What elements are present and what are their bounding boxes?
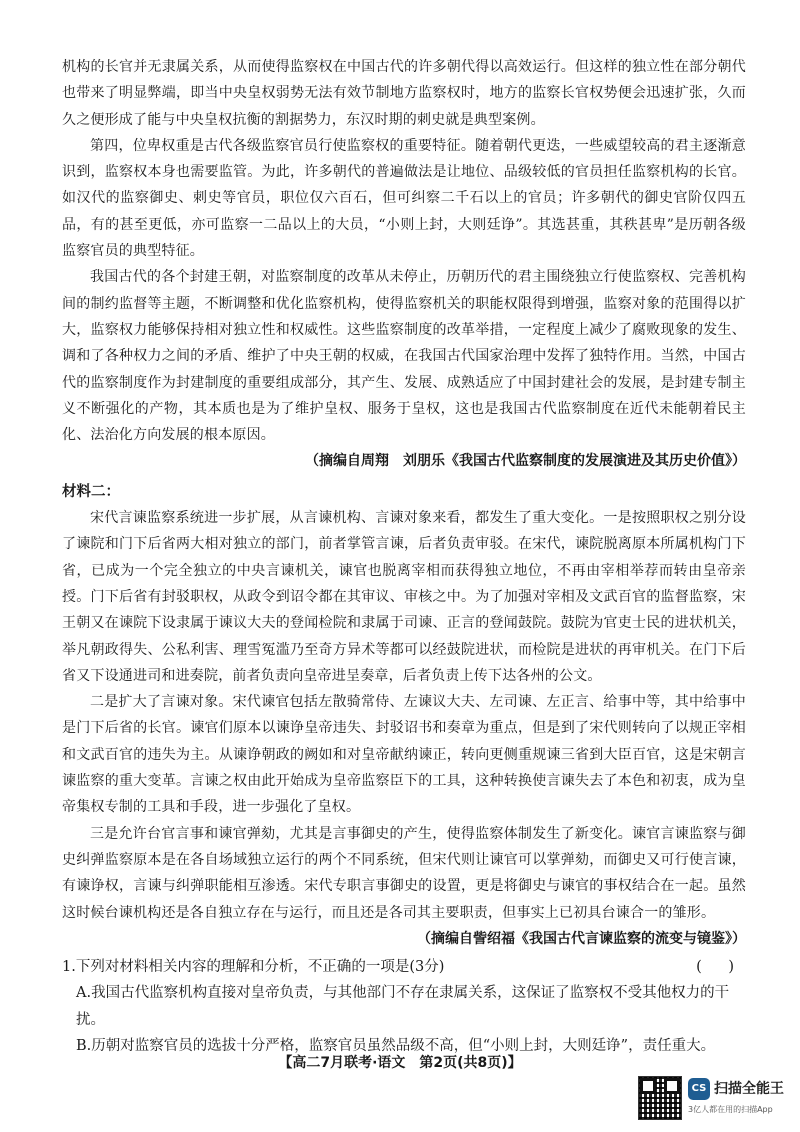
- camscanner-brand-name: 扫描全能王: [714, 1081, 784, 1097]
- material1-paragraph-continued: 机构的长官并无隶属关系，从而使得监察权在中国古代的许多朝代得以高效运行。但这样的独立性在部分朝代也带来了明显弊端，即当中央皇权弱势无法有效节制地方监察权时，地方的监察长官权势便会迅速扩张，久而久之便形成了能与中央皇权抗衡的割据势力，东汉时期的刺史就是典型案例。: [62, 59, 746, 128]
- material2-paragraph-3: 三是允许台官言事和谏官弹劾，尤其是言事御史的产生，使得监察体制发生了新变化。谏官言谏监察与御史纠弹监察原本是在各自场域独立运行的两个不同系统，但宋代则让谏官可以掌弹劾，而御史又可行使言谏，有谏诤权，言谏与纠弹职能相互渗透。宋代专职言事御史的设置，更是将御史与谏官的事权结合在一起。虽然这时候台谏机构还是各自独立存在与运行，而且还是各司其主要职责，但事实上已初具台谏合一的雏形。: [62, 825, 746, 921]
- question-1-option-b: B.历朝对监察官员的选拔十分严格，监察官员虽然品级不高，但“小则上封，大则廷诤”，责任重大。: [76, 1037, 716, 1054]
- page-footer: 【高二7月联考·语文 第2页(共8页)】: [278, 1055, 522, 1071]
- material2-heading: 材料二：: [62, 482, 120, 500]
- answer-paren: ( ): [696, 959, 740, 976]
- camscanner-logo-icon: CS: [688, 1078, 710, 1100]
- question-1-option-a: A.我国古代监察机构直接对皇帝负责，与其他部门不存在隶属关系，这保证了监察权不受其他权力的干扰。: [76, 985, 730, 1028]
- qr-code-icon: [638, 1076, 682, 1120]
- camscanner-slogan: 3亿人都在用的扫描App: [688, 1105, 773, 1114]
- material1-citation: （摘编自周翔 刘朋乐《我国古代监察制度的发展演进及其历史价值》）: [305, 453, 746, 470]
- material1-paragraph-5: 我国古代的各个封建王朝，对监察制度的改革从未停止，历朝历代的君主围绕独立行使监察权、完善机构间的制约监督等主题，不断调整和优化监察机构，使得监察机关的职能权限得到增强，监察对象的范围得以扩大，监察权力能够保持相对独立性和权威性。这些监察制度的改革举措，一定程度上减少了腐败现象的发生、调和了各种权力之间的矛盾、维护了中央王朝的权威，在我国古代国家治理中发挥了独特作用。当然，中国古代的监察制度作为封建制度的重要组成部分，其产生、发展、成熟适应了中国封建社会的发展，是封建专制主义不断强化的产物，其本质也是为了维护皇权、服务于皇权，这也是我国古代监察制度在近代未能朝着民主化、法治化方向发展的根本原因。: [62, 269, 746, 444]
- question-1-stem: [62, 954, 746, 980]
- material1-paragraph-4: 第四，位卑权重是古代各级监察官员行使监察权的重要特征。随着朝代更迭，一些威望较高的君主逐渐意识到，监察权本身也需要监管。为此，许多朝代的普遍做法是让地位、品级较低的官员担任监察机构的长官。如汉代的监察御史、刺史等官员，职位仅六百石，但可纠察二千石以上的官员；许多朝代的御史官阶仅四五品，有的甚至更低，亦可监察一二品以上的大员，“小则上封，大则廷诤”。其选甚重，其秩甚卑”是历朝各级监察官员的典型特征。: [62, 137, 746, 260]
- question-1-text: 1.下列对材料相关内容的理解和分析，不正确的一项是(3分): [62, 959, 445, 976]
- scanner-watermark: [638, 1076, 788, 1120]
- material2-paragraph-1: 宋代言谏监察系统进一步扩展，从言谏机构、言谏对象来看，都发生了重大变化。一是按照职权之别分设了谏院和门下后省两大相对独立的部门，前者掌管言谏，后者负责审驳。在宋代，谏院脱离原本所属机构门下省，已成为一个完全独立的中央言谏机关，谏官也脱离宰相而获得独立地位，不再由宰相举荐而转由皇帝亲授。门下后省有封驳职权，从政令到诏令都在其审议、审核之中。为了加强对宰相及文武百官的监督监察，宋王朝又在谏院下设隶属于谏议大夫的登闻检院和隶属于司谏、正言的登闻鼓院。鼓院为官吏士民的进状机关，举凡朝政得失、公私利害、理雪冤滥乃至奇方异术等都可以经鼓院进状，而检院是进状的再审机关。在门下后省又下设通进司和进奏院，前者负责向皇帝进呈奏章，后者负责上传下达各州的公文。: [62, 510, 746, 684]
- material2-paragraph-2: 二是扩大了言谏对象。宋代谏官包括左散骑常侍、左谏议大夫、左司谏、左正言、给事中等，其中给事中是门下后省的长官。谏官们原本以谏诤皇帝违失、封驳诏书和奏章为重点，但是到了宋代则转向了以规正宰相和文武百官的违失为主。从谏诤朝政的阙如和对皇帝献纳谏正，转向更侧重规谏三省到大臣百官，这是宋朝言谏监察的重大变革。言谏之权由此开始成为皇帝监察臣下的工具，这种转换使言谏失去了本色和初衷，成为皇帝集权专制的工具和手段，进一步强化了皇权。: [62, 694, 746, 816]
- document-page: [62, 54, 746, 1059]
- material2-citation: （摘编自訾绍福《我国古代言谏监察的流变与镜鉴》）: [417, 930, 746, 947]
